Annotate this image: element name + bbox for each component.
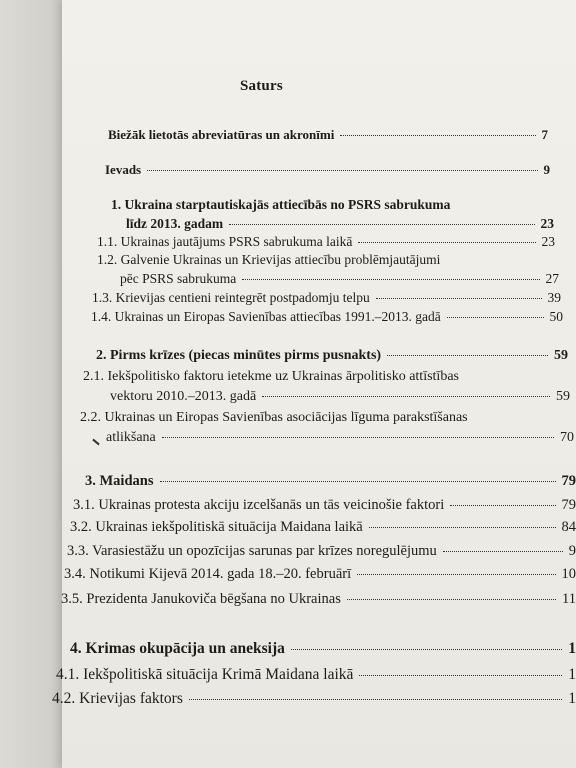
toc-chapter-3[interactable] <box>85 473 576 490</box>
leader-dots <box>450 505 555 506</box>
toc-entry-3-1[interactable] <box>73 497 576 514</box>
toc-entry-page: 1 <box>568 640 576 657</box>
page-edge-shadow <box>0 0 62 768</box>
toc-entry-page: 9 <box>543 162 550 177</box>
toc-entry-page: 1 <box>568 690 576 707</box>
toc-entry-2-1[interactable] <box>110 389 570 405</box>
toc-entry-page: 59 <box>554 348 568 363</box>
leader-dots <box>242 279 539 280</box>
leader-dots <box>357 574 555 575</box>
toc-entry-1-3[interactable] <box>92 290 561 306</box>
toc-entry-label: 3.4. Notikumi Kijevā 2014. gada 18.–20. februārī <box>64 566 352 582</box>
toc-chapter-2[interactable] <box>96 348 568 364</box>
toc-entry-3-2[interactable] <box>70 519 576 536</box>
toc-entry-label: Ievads <box>105 162 142 177</box>
toc-entry-label: 1.1. Ukrainas jautājums PSRS sabrukuma laikā <box>97 234 353 249</box>
toc-entry-label: pēc PSRS sabrukuma <box>120 271 237 286</box>
toc-entry-label: atlikšana <box>106 430 156 445</box>
toc-entry-page: 70 <box>560 430 574 445</box>
toc-entry-page: 79 <box>561 473 576 489</box>
toc-entry-label: līdz 2013. gadam <box>126 216 224 231</box>
toc-entry-1-2[interactable] <box>120 271 559 287</box>
toc-entry-4-1[interactable] <box>56 666 576 684</box>
toc-entry-1-1[interactable] <box>97 234 555 250</box>
leader-dots <box>162 437 554 438</box>
leader-dots <box>369 527 556 528</box>
toc-entry-1-2-line1[interactable]: 1.2. Galvenie Ukrainas un Krievijas attiecību problēmjautājumi <box>97 252 441 267</box>
leader-dots <box>189 699 562 700</box>
toc-entry-1-4[interactable] <box>91 309 563 325</box>
toc-entry-page: 23 <box>541 234 555 249</box>
leader-dots <box>359 675 562 676</box>
toc-entry-label: 1.3. Krievijas centieni reintegrēt postpadomju telpu <box>92 290 370 305</box>
toc-entry-label: 4.2. Krievijas faktors <box>52 690 183 707</box>
toc-chapter-4[interactable] <box>70 640 576 658</box>
toc-entry-page: 23 <box>540 216 554 231</box>
toc-entry-label: 3. Maidans <box>85 473 154 489</box>
leader-dots <box>340 135 535 136</box>
toc-entry-label: Biežāk lietotās abreviatūras un akronīmi <box>108 127 335 142</box>
toc-entry-page: 11 <box>562 591 576 607</box>
toc-entry-abbreviations[interactable] <box>108 127 548 143</box>
leader-dots <box>443 551 563 552</box>
leader-dots <box>376 298 542 299</box>
toc-entry-page: 50 <box>549 309 563 324</box>
toc-entry-page: 84 <box>561 519 576 535</box>
leader-dots <box>229 224 534 225</box>
leader-dots <box>160 481 556 482</box>
toc-entry-label: 1.4. Ukrainas un Eiropas Savienības attiecības 1991.–2013. gadā <box>91 309 441 324</box>
toc-entry-page: 1 <box>568 666 576 683</box>
toc-entry-intro[interactable] <box>105 162 550 178</box>
toc-heading: Saturs <box>240 78 283 94</box>
leader-dots <box>262 396 550 397</box>
toc-entry-page: 39 <box>547 290 561 305</box>
toc-entry-3-3[interactable] <box>67 543 576 560</box>
toc-entry-page: 7 <box>541 127 548 142</box>
toc-entry-3-4[interactable] <box>64 566 576 583</box>
toc-entry-label: 3.5. Prezidenta Janukoviča bēgšana no Ukrainas <box>61 591 341 607</box>
leader-dots <box>291 649 562 650</box>
leader-dots <box>147 170 537 171</box>
toc-entry-4-2[interactable] <box>52 690 576 708</box>
toc-entry-label: 3.1. Ukrainas protesta akciju izcelšanās un tās veicinošie faktori <box>73 497 445 513</box>
toc-chapter-1-line1[interactable]: 1. Ukraina starptautiskajās attiecībās no PSRS sabrukuma <box>111 197 451 212</box>
toc-chapter-1[interactable] <box>126 216 554 232</box>
toc-entry-label: 2. Pirms krīzes (piecas minūtes pirms pusnakts) <box>96 348 382 363</box>
toc-entry-page: 10 <box>561 566 576 582</box>
toc-entry-label: 4.1. Iekšpolitiskā situācija Krimā Maidana laikā <box>56 666 354 683</box>
toc-entry-label: 3.3. Varasiestāžu un opozīcijas sarunas par krīzes noregulējumu <box>67 543 437 559</box>
toc-entry-page: 27 <box>545 271 559 286</box>
leader-dots <box>358 242 535 243</box>
leader-dots <box>347 599 556 600</box>
toc-entry-label: 4. Krimas okupācija un aneksija <box>70 640 285 657</box>
toc-entry-page: 9 <box>568 543 576 559</box>
toc-entry-page: 59 <box>556 389 570 404</box>
toc-entry-3-5[interactable] <box>61 591 576 608</box>
toc-entry-2-2[interactable] <box>106 430 574 446</box>
toc-entry-page: 79 <box>561 497 576 513</box>
toc-entry-2-2-line1[interactable]: 2.2. Ukrainas un Eiropas Savienības asociācijas līguma parakstīšanas <box>80 410 468 425</box>
toc-entry-2-1-line1[interactable]: 2.1. Iekšpolitisko faktoru ietekme uz Ukrainas ārpolitisko attīstības <box>83 369 459 384</box>
toc-entry-label: vektoru 2010.–2013. gadā <box>110 389 257 404</box>
toc-entry-label: 3.2. Ukrainas iekšpolitiskā situācija Maidana laikā <box>70 519 363 535</box>
leader-dots <box>447 317 544 318</box>
leader-dots <box>387 355 548 356</box>
